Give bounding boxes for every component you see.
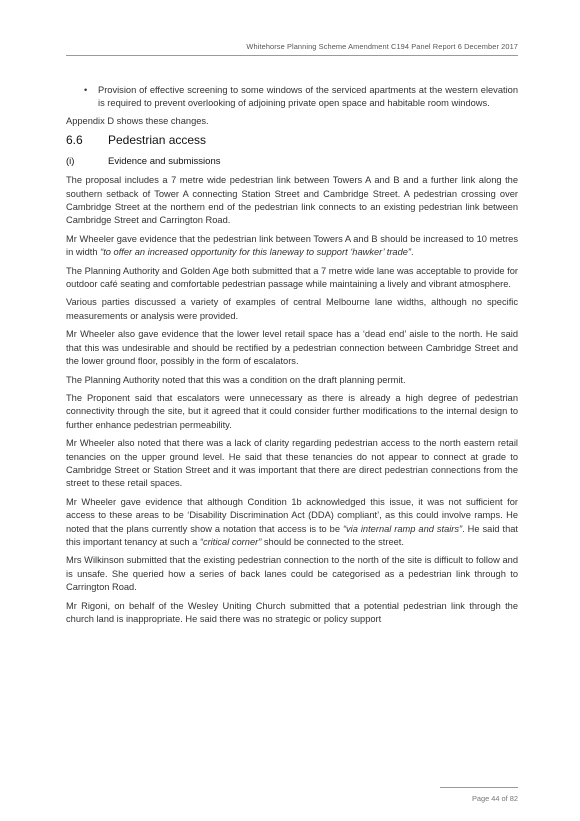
subsection-heading [66,155,518,168]
paragraph-5: Mr Wheeler also gave evidence that the lower level retail space has a ‘dead end’ aisle to the north. He said that this was undesirable and should be rectified by a pedestrian connection between Cambridge Street and the lower ground floor, possibly in the form of escalators. [66,329,518,367]
subsection-title: Evidence and submissions [108,156,221,168]
paragraph-8: Mr Wheeler also noted that there was a lack of clarity regarding pedestrian access to the north eastern retail tenancies on the upper ground level. He said that these tenancies do not appear to connect at grade to Cambridge Street or Station Street and it was important that there are direct pedestrian connections from the street to these retail spaces. [66,438,518,489]
section-title: Pedestrian access [108,133,207,148]
paragraph-9 [66,496,518,550]
paragraph-2-text: Mr Wheeler gave evidence that the pedestrian link between Towers A and B should be increased to 10 metres in width [66,233,518,258]
section-heading [66,133,518,148]
paragraph-2 [66,233,518,260]
section-number: 6.6 [66,133,83,148]
paragraph-3: The Planning Authority and Golden Age both submitted that a 7 metre wide lane was acceptable to provide for outdoor café seating and comfortable pedestrian passage while maintaining a lively and vibrant atmosphere. [66,265,518,290]
bullet-item: • Provision of effective screening to some windows of the serviced apartments at the western elevation is required to prevent overlooking of adjoining private open space and habitable room windows. [98,84,518,111]
paragraph-9-quote-1: “via internal ramp and stairs” [342,523,463,534]
page-number: Page 44 of 82 [471,794,518,803]
paragraph-2-end: . [411,247,414,258]
paragraph-9-end: should be connected to the street. [261,536,404,547]
appendix-note: Appendix D shows these changes. [66,115,209,126]
page-body [66,84,518,631]
paragraph-6: The Planning Authority noted that this was a condition on the draft planning permit. [66,374,406,385]
running-header: Whitehorse Planning Scheme Amendment C194 Panel Report 6 December 2017 [246,42,518,51]
paragraph-10: Mrs Wilkinson submitted that the existing pedestrian connection to the north of the site is difficult to follow and is unsafe. She queried how a series of back lanes could be categorised as a pedestrian link through to Carrington Road. [66,555,518,593]
paragraph-4: Various parties discussed a variety of examples of central Melbourne lane widths, although no specific measurements or analysis were provided. [66,297,518,321]
subsection-number: (i) [66,156,75,168]
paragraph-11: Mr Rigoni, on behalf of the Wesley Uniting Church submitted that a potential pedestrian link through the church land is inappropriate. He said there was no strategic or policy support [66,600,518,624]
header-divider [66,55,518,56]
footer-divider [440,787,518,788]
paragraph-7: The Proponent said that escalators were unnecessary as there is already a high degree of pedestrian connectivity through the site, but it agreed that it could consider further modifications to the internal design to further enhance pedestrian permeability. [66,392,518,430]
paragraph-9-middle: . He said that this important tenancy at such a [66,523,518,547]
paragraph-9-quote-2: “critical corner” [199,536,262,547]
paragraph-2-quote: “to offer an increased opportunity for this laneway to support ‘hawker’ trade” [100,247,412,258]
bullet-list [66,84,518,111]
paragraph-9-text: Mr Wheeler gave evidence that although Condition 1b acknowledged this issue, it was not sufficient for access to these areas to be ‘Disability Discrimination Act (DDA) compliant’, as this could involve ramps. He noted that the plans currently show a notation that access is to be [66,496,518,534]
paragraph-1: The proposal includes a 7 metre wide pedestrian link between Towers A and B and a further link along the southern setback of Tower A connecting Station Street and Cambridge Street. A pedestrian crossing over Cambridge Street at the northern end of the pedestrian link connects to an existing pedestrian link between Cambridge Street and Carrington Road. [66,175,518,226]
